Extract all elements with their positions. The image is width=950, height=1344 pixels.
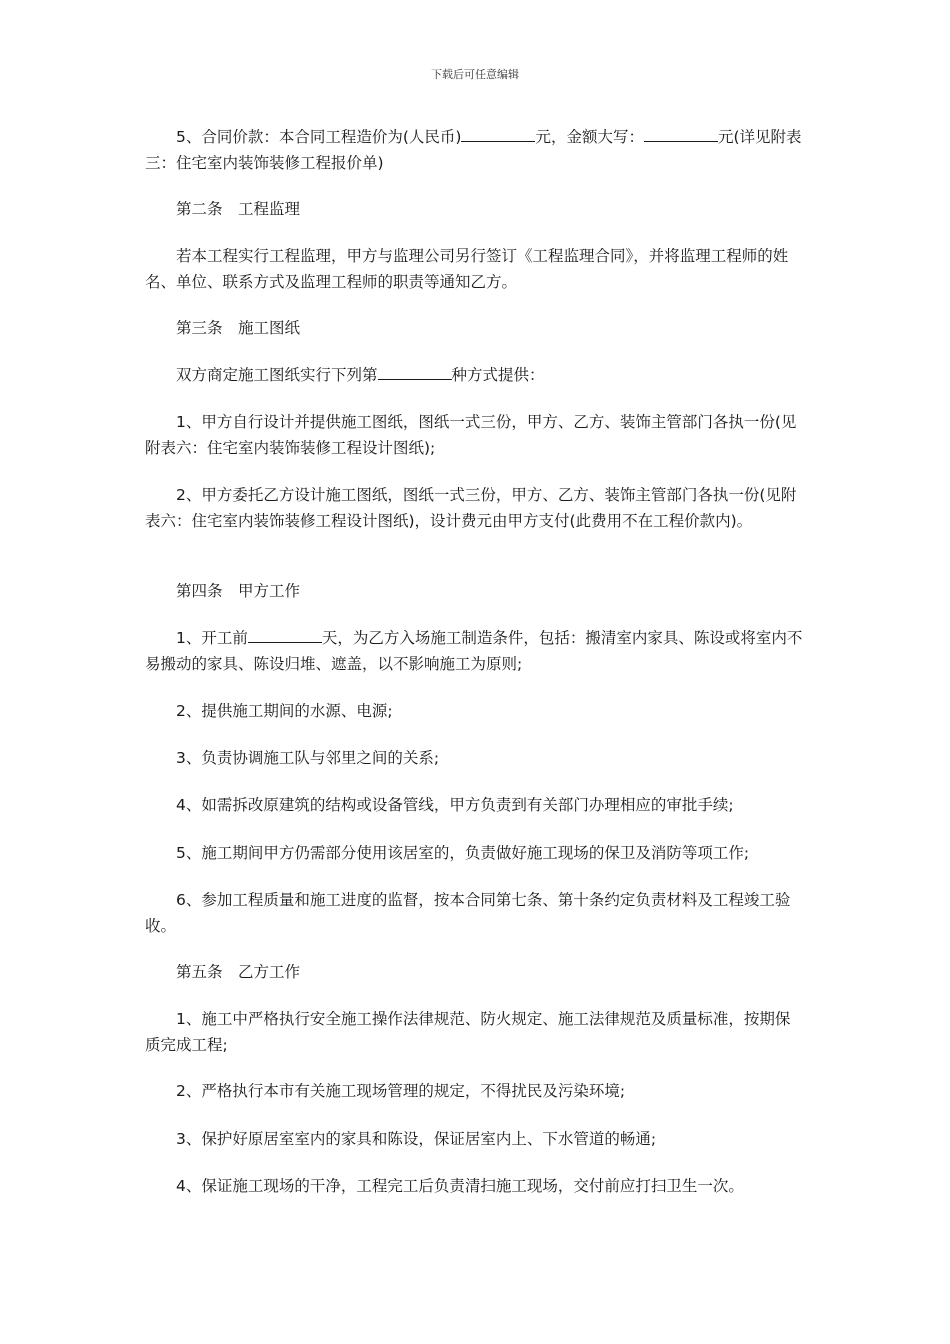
text-segment: 双方商定施工图纸实行下列第 [145,366,378,384]
list-item: 2、严格执行本市有关施工现场管理的规定，不得扰民及污染环境; [145,1082,626,1100]
list-item: 1、甲方自行设计并提供施工图纸，图纸一式三份，甲方、乙方、装饰主管部门各执一份(见附表六：住宅室内装饰装修工程设计图纸); [145,413,797,457]
article-heading: 第三条 施工图纸 [145,319,301,337]
blank-line [461,124,535,142]
paragraph: 若本工程实行工程监理，甲方与监理公司另行签订《工程监理合同》，并将监理工程师的姓名、单位、联系方式及监理工程师的职责等通知乙方。 [145,247,789,291]
text-segment: 种方式提供： [451,366,545,384]
list-item: 4、如需拆改原建筑的结构或设备管线，甲方负责到有关部门办理相应的审批手续; [145,796,734,814]
list-item: 2、提供施工期间的水源、电源; [145,702,393,720]
text-segment: 元(详见附表三：住宅室内装饰装修工程报价单) [145,128,802,172]
list-item: 1、施工中严格执行安全施工操作法律规范、防火规定、施工法律规范及质量标准，按期保质完成工程; [145,1010,791,1054]
paragraph [145,362,805,388]
list-item [145,625,805,677]
text-segment: 5、合同价款：本合同工程造价为(人民币) [145,128,462,146]
list-item: 3、负责协调施工队与邻里之间的关系; [145,749,440,767]
list-item: 4、保证施工现场的干净，工程完工后负责清扫施工现场，交付前应打扫卫生一次。 [145,1177,744,1195]
text-segment: 元，金额大写： [535,128,644,146]
list-item: 5、施工期间甲方仍需部分使用该居室的，负责做好施工现场的保卫及消防等项工作; [145,844,750,862]
blank-line [644,124,718,142]
page-header: 下载后可任意编辑 [431,68,519,81]
clause-contract-price [145,124,805,176]
text-segment: 1、开工前 [145,629,248,647]
list-item: 6、参加工程质量和施工进度的监督，按本合同第七条、第十条约定负责材料及工程竣工验收。 [145,891,791,935]
text-segment: 天，为乙方入场施工制造条件，包括：搬清室内家具、陈设或将室内不易搬动的家具、陈设归堆、遮盖，以不影响施工为原则; [145,629,803,673]
list-item: 3、保护好原居室室内的家具和陈设，保证居室内上、下水管道的畅通; [145,1130,657,1148]
blank-line [248,625,322,643]
article-heading: 第五条 乙方工作 [145,963,301,981]
article-heading: 第四条 甲方工作 [145,582,301,600]
blank-line [378,362,452,380]
list-item: 2、甲方委托乙方设计施工图纸，图纸一式三份，甲方、乙方、装饰主管部门各执一份(见附表六：住宅室内装饰装修工程设计图纸)，设计费元由甲方支付(此费用不在工程价款内)。 [145,486,797,530]
article-heading: 第二条 工程监理 [145,200,301,218]
